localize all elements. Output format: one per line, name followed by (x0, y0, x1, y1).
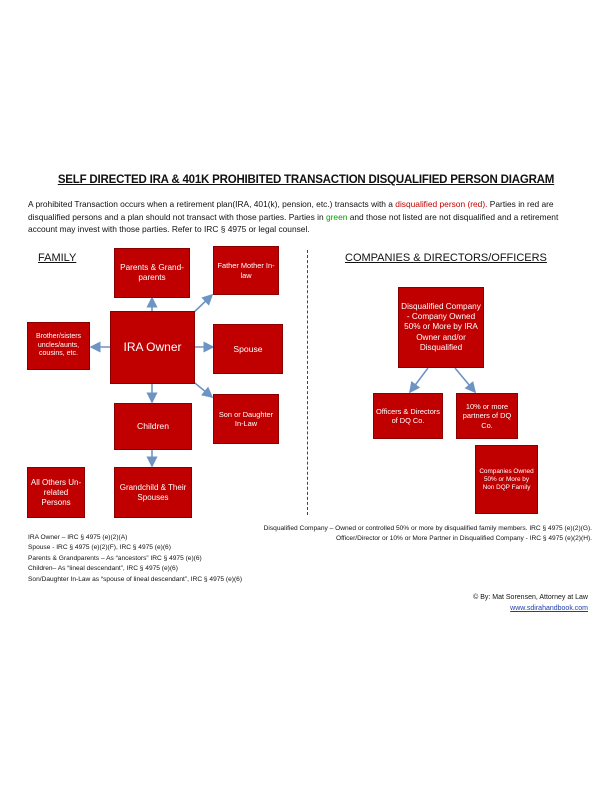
ref-children: Children– As “lineal descendant”, IRC § 4975 (e)(6) (28, 565, 178, 573)
ira-owner-box: IRA Owner (110, 311, 195, 384)
disqualified-company-box: Disqualified Company - Company Owned 50% or More by IRA Owner and/or Disqualified (398, 287, 484, 368)
ref-disqualified-company: Disqualified Company – Owned or controlled 50% or more by disqualified family members. IRC § 4975 (e)(2)(G). (263, 525, 592, 532)
website-link[interactable]: www.sdirahandbook.com (510, 604, 588, 612)
intro-red-phrase: disqualified person (red). (395, 199, 488, 209)
family-references (28, 533, 290, 585)
parents-box: Parents & Grand-parents (114, 248, 190, 298)
siblings-box: Brother/sisters uncles/aunts, cousins, etc. (27, 322, 90, 370)
ref-son-daughter-inlaw: Son/Daughter In-Law as “spouse of lineal descendant”, IRC § 4975 (e)(6) (28, 575, 243, 583)
ref-ira-owner: IRA Owner – IRC § 4975 (e)(2)(A) (28, 534, 128, 541)
page-title: SELF DIRECTED IRA & 401K PROHIBITED TRANSACTION DISQUALIFIED PERSON DIAGRAM (57, 174, 555, 186)
intro-text-1: A prohibited Transaction occurs when a retirement plan(IRA, 401(k), pension, etc.) transacts with a (28, 199, 396, 209)
intro-green-word: green (325, 211, 348, 222)
partners-box: 10% or more partners of DQ Co. (456, 393, 518, 439)
ref-spouse: Spouse - IRC § 4975 (e)(2)(F), IRC § 4975 (e)(6) (28, 544, 171, 552)
family-heading: FAMILY (38, 252, 77, 264)
companies-owned-box: Companies Owned 50% or More by Non DQP Family (475, 445, 538, 514)
arrow-to-partners (455, 368, 475, 392)
spouse-box: Spouse (213, 324, 283, 374)
intro-text-2: Parties in red are disqualified persons and a plan should not transact with those parties. Parties in (28, 199, 554, 222)
son-daughter-inlaw-box: Son or Daughter In-Law (213, 394, 279, 444)
companies-heading: COMPANIES & DIRECTORS/OFFICERS (345, 252, 547, 264)
author-credit: © By: Mat Sorensen, Attorney at Law (473, 594, 588, 601)
grandchild-box: Grandchild & Their Spouses (114, 467, 192, 518)
intro-text-3: and those not listed are not disqualified and a retirement account may invest with those parties. Refer to IRC § 4975 or legal counsel. (28, 211, 559, 234)
ref-officer-director: Officer/Director or 10% or More Partner in Disqualified Company - IRC § 4975 (e)(2)(H). (335, 535, 592, 543)
officers-box: Officers & Directors of DQ Co. (373, 393, 443, 439)
children-box: Children (114, 403, 192, 450)
ref-parents: Parents & Grandparents – As “ancestors” IRC § 4975 (e)(6) (28, 554, 202, 562)
all-others-box: All Others Un-related Persons (27, 467, 85, 518)
credit-block (473, 593, 588, 614)
arrow-to-officers (410, 368, 428, 392)
father-mother-inlaw-box: Father Mother In-law (213, 246, 279, 295)
